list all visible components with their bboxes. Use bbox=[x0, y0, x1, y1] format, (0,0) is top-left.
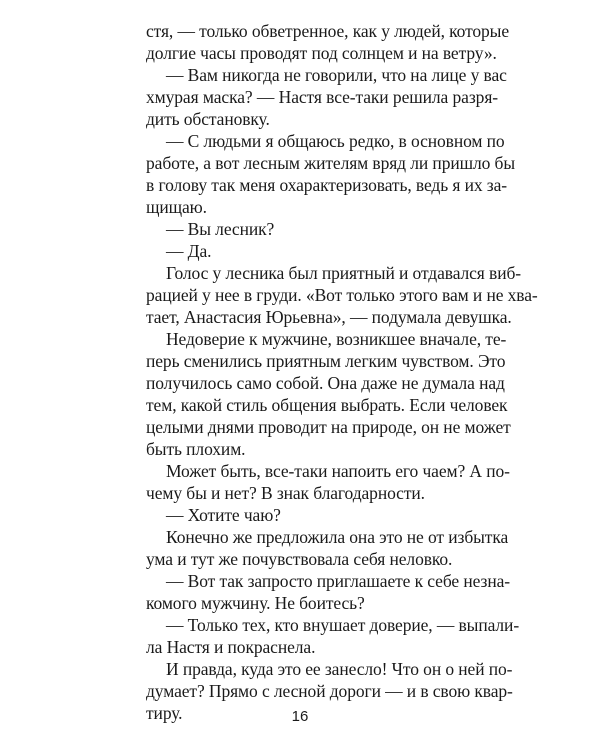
text-line: получилось само собой. Она даже не думала над bbox=[146, 373, 505, 393]
book-page-text bbox=[146, 20, 538, 724]
text-line: целыми днями проводит на природе, он не может bbox=[146, 417, 511, 437]
text-line: думает? Прямо с лесной дороги — и в свою квар- bbox=[146, 681, 513, 701]
text-line: дить обстановку. bbox=[146, 109, 270, 129]
text-line: — Вы лесник? bbox=[166, 219, 275, 239]
text-line: И правда, куда это ее занесло! Что он о ней по- bbox=[166, 659, 513, 679]
text-line: — Вот так запросто приглашаете к себе незна- bbox=[166, 571, 510, 591]
page-number: 16 bbox=[291, 708, 309, 725]
text-line: — С людьми я общаюсь редко, в основном по bbox=[166, 131, 505, 151]
text-line: перь сменились приятным легким чувством. Это bbox=[146, 351, 506, 371]
text-line: Конечно же предложила она это не от избытка bbox=[166, 527, 509, 547]
text-line: стя, — только обветренное, как у людей, которые bbox=[146, 21, 510, 41]
text-line: ла Настя и покраснела. bbox=[146, 637, 316, 657]
text-line: быть плохим. bbox=[146, 439, 246, 459]
text-line: комого мужчину. Не боитесь? bbox=[146, 593, 365, 613]
text-line: рацией у нее в груди. «Вот только этого вам и не хва- bbox=[146, 285, 538, 305]
text-line: хмурая маска? — Настя все-таки решила разря- bbox=[146, 87, 498, 107]
text-line: Голос у лесника был приятный и отдавался виб- bbox=[166, 263, 521, 283]
text-line: работе, а вот лесным жителям вряд ли пришло бы bbox=[146, 153, 516, 173]
text-line: — Только тех, кто внушает доверие, — выпали- bbox=[166, 615, 520, 635]
text-line: — Да. bbox=[166, 241, 212, 261]
text-line: Может быть, все-таки напоить его чаем? А по- bbox=[166, 461, 510, 481]
text-line: тиру. bbox=[146, 703, 183, 723]
text-line: щищаю. bbox=[146, 197, 207, 217]
text-line: долгие часы проводят под солнцем и на ветру». bbox=[146, 43, 497, 63]
text-line: ума и тут же почувствовала себя неловко. bbox=[146, 549, 453, 569]
text-line: чему бы и нет? В знак благодарности. bbox=[146, 483, 425, 503]
text-line: Недоверие к мужчине, возникшее вначале, те- bbox=[166, 329, 507, 349]
text-line: тем, какой стиль общения выбрать. Если человек bbox=[146, 395, 508, 415]
text-line: тает, Анастасия Юрьевна», — подумала девушка. bbox=[146, 307, 512, 327]
text-line: — Хотите чаю? bbox=[166, 505, 281, 525]
text-line: — Вам никогда не говорили, что на лице у вас bbox=[166, 65, 507, 85]
text-line: в голову так меня охарактеризовать, ведь я их за- bbox=[146, 175, 507, 195]
